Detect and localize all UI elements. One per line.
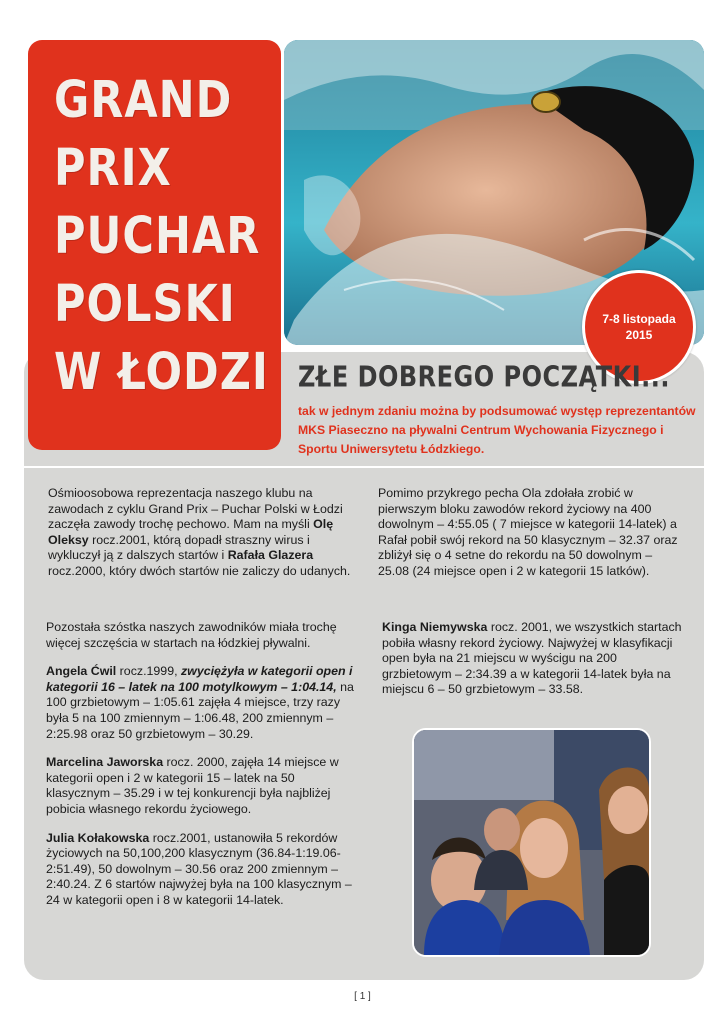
text: na 100 grzbietowym – 1:05.61 zajęła 4 miejsce, trzy razy była 5 na 100 zmiennym – 1:06.48, 200 zmiennym – 2:25.98 oraz 50 grzbietowym – 30.29.: [46, 679, 354, 741]
team-photo: [412, 728, 651, 957]
athlete-name: Kinga Niemywska: [382, 620, 488, 634]
text: rocz. 2001, we wszystkich startach pobiła własny rekord życiowy. Najwyżej w klasyfikacji open była na 21 miejscu w wyścigu na 200 grzbietowym – 2:34.39 a w kategorii 14-latek była na miejscu 6 – 50 grzbietowym – 33.58.: [382, 620, 682, 697]
intro-column-right: [378, 486, 684, 593]
team-illustration: [414, 730, 649, 955]
paragraph-intro: Pozostała szóstka naszych zawodników miała trochę więcej szczęścia w startach na łódzkiej pływalni.: [46, 620, 337, 650]
paragraph-angela: [46, 664, 358, 742]
athlete-name: Rafała Glazera: [227, 548, 314, 563]
intro-column-left: [48, 486, 360, 593]
text: rocz.2001, ustanowiła 5 rekordów życiowych na 50,100,200 klasycznym (36.84-1:19.06-2:51.49), 50 dowolnym – 30.56 oraz 200 zmiennym – 2:40.24. Z 6 startów najwyżej była na 100 klasycznym – 24 w kategorii open i 8 w kategorii 14-latek.: [46, 830, 352, 907]
text: rocz.1999,: [116, 664, 181, 679]
lead-paragraph: tak w jednym zdaniu można by podsumować występ reprezentantów MKS Piaseczno na pływalni Centrum Wychowania Fizycznego i Sportu Uniwersytetu Łódzkiego.: [298, 404, 696, 456]
athlete-name: Julia Kołakowska: [46, 830, 150, 845]
date-line-2: 2015: [625, 328, 653, 342]
athlete-name: Olę Oleksy: [48, 517, 334, 547]
divider: [24, 466, 704, 468]
text: rocz.2001, którą dopadł straszny wirus i wykluczył ją z dalszych startów i: [48, 532, 310, 563]
title-line-5: W ŁODZI: [54, 342, 269, 402]
subheadline: ZŁE DOBREGO POCZĄTKI...: [298, 360, 670, 394]
results-column-right: [382, 620, 682, 711]
paragraph-records: Pomimo przykrego pecha Ola zdołała zrobić w pierwszym bloku zawodów rekord życiowy na 400 dowolnym – 4:55.05 ( 7 miejsce w kategorii 14-latek) a Rafał pobił swój rekord na 50 klasycznym – 32.37 oraz zbliżył się o 4 setne do rekordu na 50 dowolnym – 25.08 (24 miejsce open i 2 w kategorii 15 latków).: [378, 486, 678, 578]
paragraph-kinga: [382, 620, 682, 698]
text: Ośmioosobowa reprezentacja naszego klubu na zawodach z cyklu Grand Prix – Puchar Polski w Łodzi zaczęła zawody trochę pechowo. Mam na myśli: [48, 486, 343, 532]
title-box: [28, 40, 281, 450]
title-line-2: PRIX: [54, 138, 172, 198]
text: rocz. 2000, zajęła 14 miejsce w kategorii open i 2 w kategorii 15 – latek na 50 klasycznym – 35.29 i w tej konkurencji była najbliżej pobicia własnego rekordu życiowego.: [46, 755, 339, 816]
highlight-text: zwyciężyła w kategorii open i kategorii 16 – latek na 100 motylkowym – 1:04.14,: [46, 664, 353, 694]
title-line-1: GRAND: [54, 70, 233, 130]
paragraph-marcelina: [46, 755, 358, 817]
results-column-left: [46, 620, 358, 922]
title-line-3: PUCHAR: [54, 206, 261, 266]
paragraph-oleksy-glazer: [48, 486, 360, 580]
title-line-4: POLSKI: [54, 274, 236, 334]
text: rocz.2000, który dwóch startów nie zaliczy do udanych.: [48, 563, 351, 578]
athlete-name: Marcelina Jaworska: [46, 755, 164, 770]
paragraph-julia: [46, 831, 358, 909]
date-line-1: 7-8 listopada: [602, 312, 676, 326]
page-number: [ 1 ]: [354, 991, 371, 1002]
athlete-name: Angela Ćwil: [46, 664, 117, 679]
